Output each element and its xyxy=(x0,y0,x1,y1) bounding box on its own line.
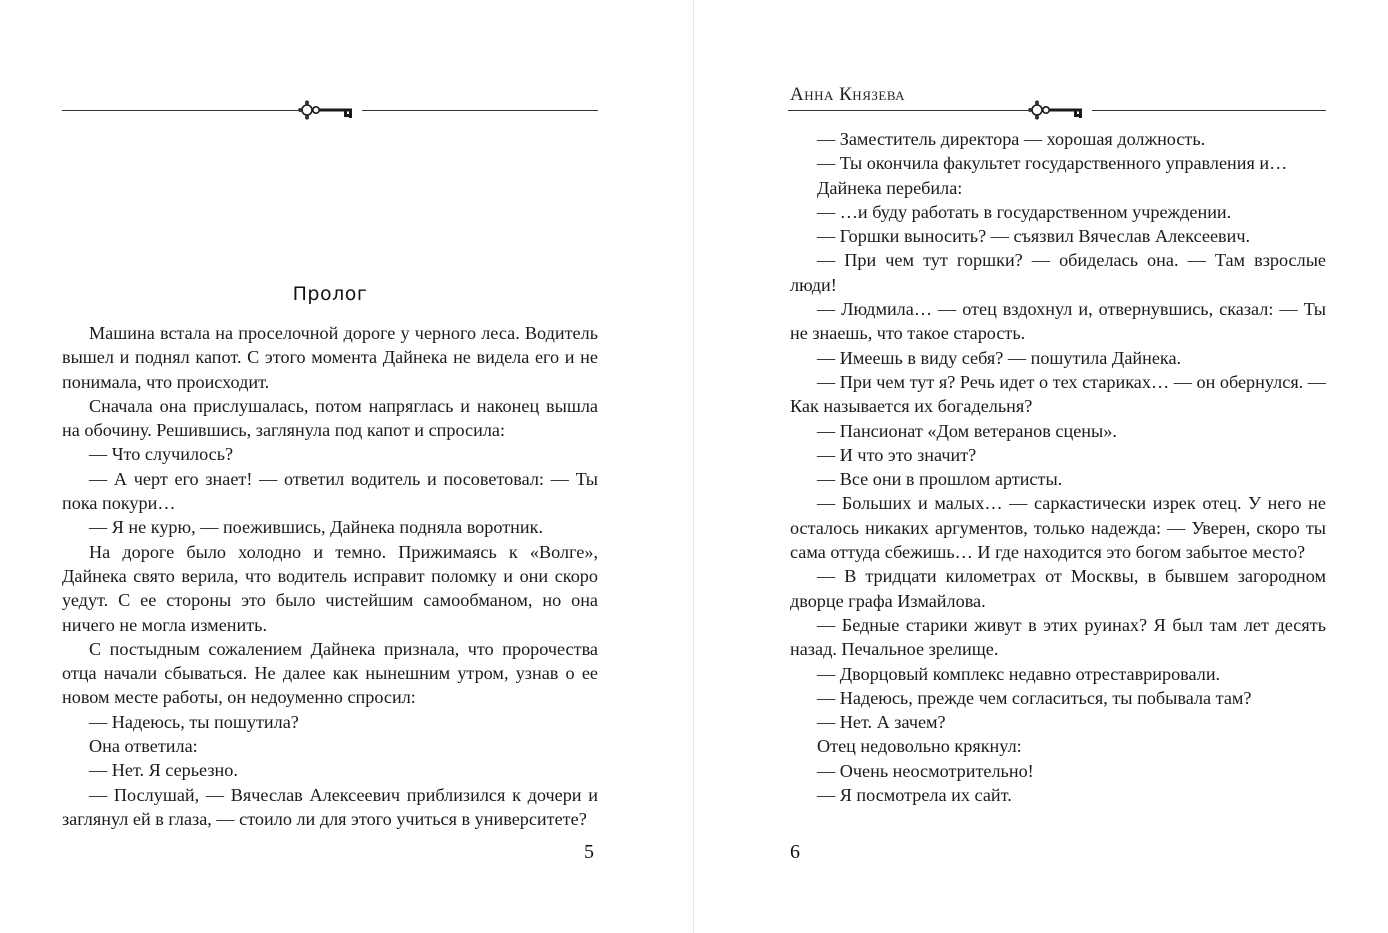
paragraph: — Дворцовый комплекс недавно отреставрировали. xyxy=(817,663,1221,684)
paragraph: — Нет. Я серьезно. xyxy=(89,760,238,781)
paragraph: — Все они в прошлом артисты. xyxy=(817,469,1063,490)
key-ornament-icon xyxy=(1028,97,1092,123)
paragraph: — Что случилось? xyxy=(89,444,234,465)
page-number: 6 xyxy=(790,841,800,863)
paragraph: Она ответила: xyxy=(89,736,198,757)
paragraph: Сначала она прислушалась, потом напряглась и наконец вышла на обочину. Решившись, заглянула под капот и спросила: xyxy=(62,395,598,441)
paragraph: — Я не курю, — поежившись, Дайнека подняла воротник. xyxy=(89,517,544,538)
paragraph: — А черт его знает! — ответил водитель и посоветовал: — Ты пока покури… xyxy=(62,468,598,514)
paragraph: — Надеюсь, прежде чем согласиться, ты побывала там? xyxy=(817,687,1252,708)
left-page-body xyxy=(62,321,598,831)
paragraph: — Имеешь в виду себя? — пошутила Дайнека. xyxy=(817,347,1182,368)
paragraph: — Надеюсь, ты пошутила? xyxy=(89,711,299,732)
paragraph: — Больших и малых… — саркастически изрек отец. У него не осталось никаких аргументов, только надежда: — Уверен, скоро ты сама оттуда сбежишь… И где находится это богом забытое место? xyxy=(790,493,1326,563)
paragraph: — Пансионат «Дом ветеранов сцены». xyxy=(817,420,1117,441)
paragraph: — И что это значит? xyxy=(817,444,977,465)
paragraph: Отец недовольно крякнул: xyxy=(817,736,1022,757)
left-page xyxy=(0,0,693,933)
paragraph: — Нет. А зачем? xyxy=(817,712,946,733)
paragraph: Машина встала на проселочной дороге у черного леса. Водитель вышел и поднял капот. С этого момента Дайнека не видела его и не понимала, что происходит. xyxy=(62,323,598,392)
right-page-body xyxy=(790,127,1326,807)
paragraph: — …и буду работать в государственном учреждении. xyxy=(817,201,1232,222)
paragraph: — Заместитель директора — хорошая должность. xyxy=(817,129,1206,149)
running-head-author: Анна Князева xyxy=(790,84,906,105)
paragraph: — Я посмотрела их сайт. xyxy=(817,785,1012,806)
paragraph: На дороге было холодно и темно. Прижимаясь к «Волге», Дайнека свято верила, что водитель исправит поломку и они скоро уедут. С ее стороны это было чистейшим самообманом, но она ничего не могла изменить. xyxy=(62,541,598,635)
paragraph: — Бедные старики живут в этих руинах? Я был там лет десять назад. Печальное зрелище. xyxy=(790,614,1326,660)
paragraph: — Горшки выносить? — съязвил Вячеслав Алексеевич. xyxy=(817,226,1251,247)
paragraph: — Ты окончила факультет государственного управления и… xyxy=(817,153,1288,174)
paragraph: С постыдным сожалением Дайнека признала, что пророчества отца начали сбываться. Не далее как нынешним утром, узнав о ее новом месте работы, он недоуменно спросил: xyxy=(62,638,598,708)
paragraph: — В тридцати километрах от Москвы, в бывшем загородном дворце графа Измайлова. xyxy=(790,566,1326,611)
right-page xyxy=(694,0,1388,933)
paragraph: — При чем тут горшки? — обиделась она. — Там взрослые люди! xyxy=(790,250,1326,295)
paragraph: — Очень неосмотрительно! xyxy=(817,760,1034,781)
paragraph: — Людмила… — отец вздохнул и, отвернувшись, сказал: — Ты не знаешь, что такое старость. xyxy=(790,299,1326,344)
paragraph: — При чем тут я? Речь идет о тех стариках… — он обернулся. — Как называется их богадельня? xyxy=(790,371,1326,417)
chapter-title: Пролог xyxy=(292,283,368,305)
key-ornament-icon xyxy=(298,97,362,123)
paragraph: — Послушай, — Вячеслав Алексеевич приблизился к дочери и заглянул ей в глаза, — стоило ли для этого учиться в университете? xyxy=(62,784,598,829)
paragraph: Дайнека перебила: xyxy=(817,177,963,198)
page-number: 5 xyxy=(584,841,594,863)
